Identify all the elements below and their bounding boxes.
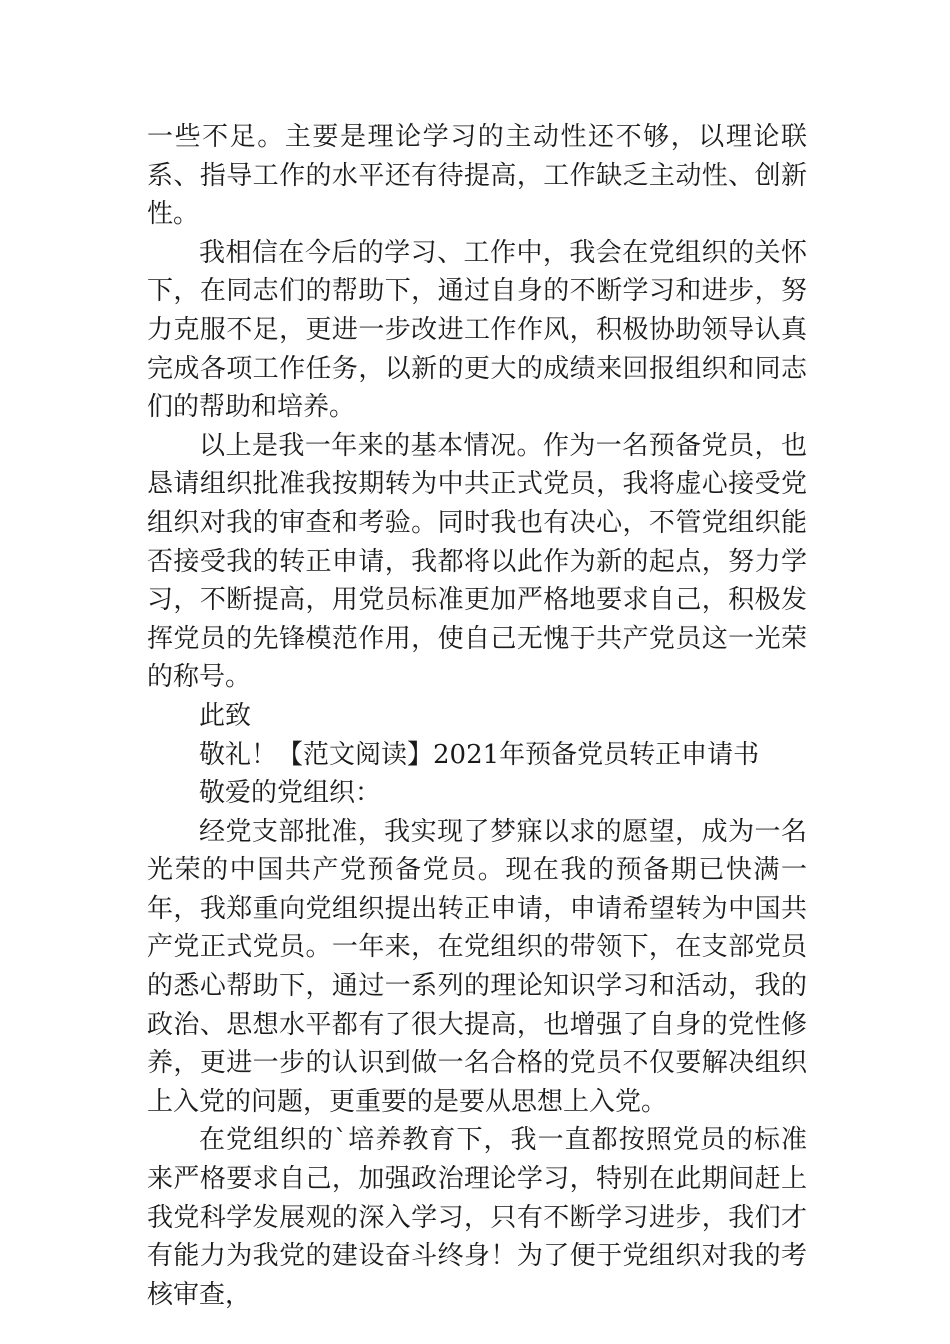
regards-and-title: 敬礼！【范文阅读】2021年预备党员转正申请书 bbox=[199, 739, 760, 770]
paragraph-4: 经党支部批准，我实现了梦寐以求的愿望，成为一名光荣的中国共产党预备党员。现在我的预备期已快满一年，我郑重向党组织提出转正申请，申请希望转为中国共产党正式党员。一年来，在党组织的带领下，在支部党员的悉心帮助下，通过一系列的理论知识学习和活动，我的政治、思想水平都有了很大提高，也增强了自身的党性修养，更进一步的认识到做一名合格的党员不仅要解决组织上入党的问题，更重要的是要从思想上入党。 bbox=[147, 816, 807, 1117]
paragraph-1: 一些不足。主要是理论学习的主动性还不够，以理论联系、指导工作的水平还有待提高，工作缺乏主动性、创新性。 bbox=[147, 122, 807, 230]
paragraph-5: 在党组织的`培养教育下，我一直都按照党员的标准来严格要求自己，加强政治理论学习，特别在此期间赶上我党科学发展观的深入学习，只有不断学习进步，我们才有能力为我党的建设奋斗终身！为了便于党组织对我的考核审查， bbox=[147, 1125, 807, 1310]
document-body bbox=[147, 118, 807, 1314]
paragraph-2: 我相信在今后的学习、工作中，我会在党组织的关怀下，在同志们的帮助下，通过自身的不断学习和进步，努力克服不足，更进一步改进工作作风，积极协助领导认真完成各项工作任务，以新的更大的成绩来回报组织和同志们的帮助和培养。 bbox=[147, 237, 807, 423]
greeting: 敬爱的党组织： bbox=[199, 778, 382, 809]
paragraph-3: 以上是我一年来的基本情况。作为一名预备党员，也恳请组织批准我按期转为中共正式党员，我将虚心接受党组织对我的审查和考验。同时我也有决心，不管党组织能否接受我的转正申请，我都将以此作为新的起点，努力学习，不断提高，用党员标准更加严格地要求自己，积极发挥党员的先锋模范作用，使自己无愧于共产党员这一光荣的称号。 bbox=[147, 430, 807, 693]
salutation-closing: 此致 bbox=[199, 700, 252, 731]
